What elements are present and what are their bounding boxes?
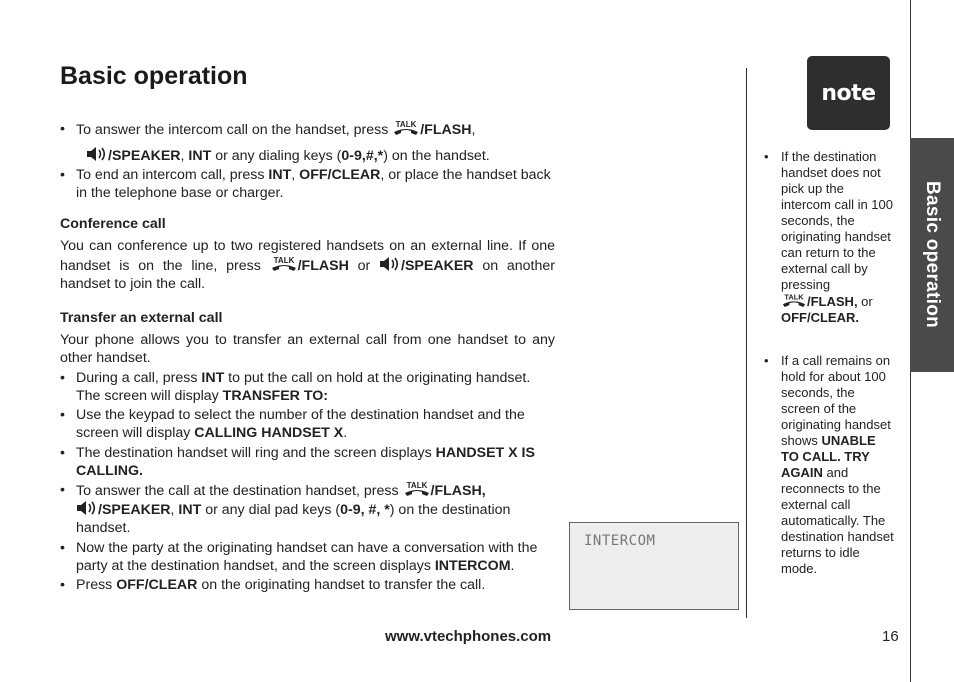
talk-handset-icon — [403, 481, 431, 497]
talk-handset-icon — [270, 256, 298, 272]
side-tab-label: Basic operation — [922, 181, 943, 329]
transfer-step-6: • Press OFF/CLEAR on the originating handset to transfer the call. — [60, 577, 486, 593]
note-badge: note — [807, 56, 890, 130]
intercom-end-bullet: • To end an intercom call, press INT, OFF/CLEAR, or place the handset back in the telephone base or charger. — [60, 167, 551, 201]
transfer-step-4-cont: /SPEAKER, INT or any dial pad keys (0-9, #, *) on the destination handset. — [76, 499, 556, 537]
speaker-key-label: /SPEAKER — [108, 148, 181, 164]
note-item-1: • If the destination handset does not pick up the intercom call in 100 seconds, the originating handset can return to the external call by pressing /FLASH, or OFF/CLEAR. — [764, 149, 893, 325]
transfer-step-2: • Use the keypad to select the number of the destination handset and the screen will display CALLING HANDSET X. — [60, 407, 525, 441]
transfer-step-1: • During a call, press INT to put the call on hold at the originating handset. The screen will display TRANSFER TO: — [60, 370, 531, 404]
transfer-step-5: • Now the party at the originating handset can have a conversation with the party at the destination handset, and the screen displays INTERCOM. — [60, 540, 538, 574]
note-item-2: • If a call remains on hold for about 100 seconds, the screen of the originating handset shows UNABLE TO CALL. TRY AGAIN and reconnects to the external call automatically. The destination handset returns to idle mode. — [764, 353, 894, 576]
section-side-tab — [910, 138, 954, 372]
handset-screen-display — [569, 522, 739, 610]
footer-url: www.vtechphones.com — [385, 628, 552, 645]
column-divider — [746, 68, 747, 618]
flash-key-label: /FLASH — [420, 122, 472, 138]
talk-handset-icon — [781, 293, 807, 308]
talk-handset-icon — [392, 120, 420, 136]
transfer-heading: Transfer an external call — [60, 310, 223, 326]
conference-heading: Conference call — [60, 216, 166, 232]
conference-paragraph: You can conference up to two registered handsets on an external line. If one handset is on the line, press /FLASH or /SPEAKER on another handset to join the call. — [60, 238, 555, 292]
page-title: Basic operation — [60, 62, 248, 90]
transfer-step-4: • To answer the call at the destination handset, press /FLASH, — [60, 482, 486, 499]
speaker-icon — [76, 499, 98, 517]
intercom-answer-bullet-cont: /SPEAKER, INT or any dialing keys (0-9,#,*) on the handset. — [86, 145, 566, 165]
intercom-answer-bullet: • To answer the intercom call on the handset, press /FLASH, — [60, 121, 476, 138]
bullet-text: To answer the intercom call on the handset, press — [76, 122, 393, 138]
speaker-icon — [379, 255, 401, 273]
transfer-step-3: • The destination handset will ring and the screen displays HANDSET X IS CALLING. — [60, 445, 535, 479]
speaker-icon — [86, 145, 108, 163]
transfer-intro: Your phone allows you to transfer an external call from one handset to any other handset. — [60, 332, 555, 366]
screen-text: INTERCOM — [584, 533, 656, 549]
page-number: 16 — [882, 628, 899, 645]
